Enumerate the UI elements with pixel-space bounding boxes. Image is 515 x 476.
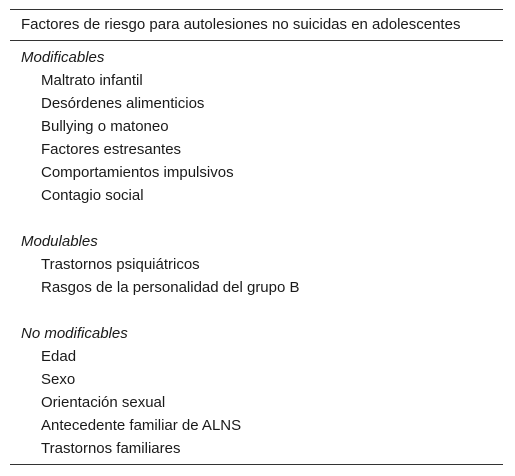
group-modulables (10, 230, 503, 299)
group-title: Modulables (21, 233, 98, 250)
list-item: Bullying o matoneo (41, 118, 169, 135)
list-item: Maltrato infantil (41, 72, 143, 89)
bottom-rule (10, 464, 503, 465)
list-item: Orientación sexual (41, 394, 166, 411)
group-title: Modificables (21, 49, 105, 66)
list-item: Desórdenes alimenticios (41, 95, 205, 112)
group-modificables (10, 46, 503, 207)
table-header: Factores de riesgo para autolesiones no suicidas en adolescentes (21, 16, 461, 33)
group-spacer (10, 299, 503, 322)
list-item: Sexo (41, 371, 76, 388)
list-item: Edad (41, 348, 77, 365)
group-spacer (10, 207, 503, 230)
list-item: Comportamientos impulsivos (41, 164, 234, 181)
list-item: Trastornos familiares (41, 440, 181, 457)
group-title: No modificables (21, 325, 128, 342)
risk-factors-table (10, 9, 503, 465)
table-body (10, 41, 503, 464)
list-item: Trastornos psiquiátricos (41, 256, 200, 273)
list-item: Factores estresantes (41, 141, 182, 158)
group-no-modificables (10, 322, 503, 460)
list-item: Rasgos de la personalidad del grupo B (41, 279, 300, 296)
list-item: Antecedente familiar de ALNS (41, 417, 242, 434)
list-item: Contagio social (41, 187, 144, 204)
